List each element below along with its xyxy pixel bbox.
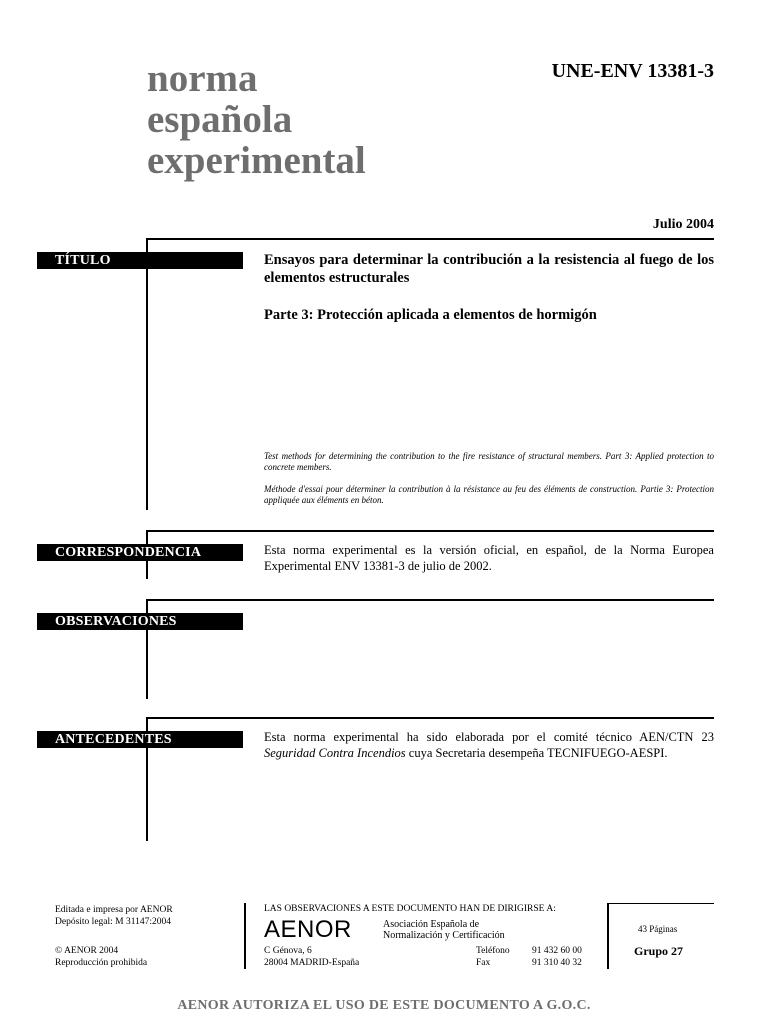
- title-line-2: española: [147, 98, 293, 141]
- antecedentes-text-end: cuya Secretaria desempeña TECNIFUEGO-AESPI.: [405, 746, 668, 760]
- footer-divider-right: [607, 903, 609, 969]
- title-line-3: experimental: [147, 139, 366, 182]
- address-line-2: 28004 MADRID-España: [264, 957, 360, 968]
- standard-code: UNE-ENV 13381-3: [551, 60, 714, 82]
- aenor-org-name: [383, 919, 505, 941]
- tel-number: 91 432 60 00: [532, 946, 582, 956]
- label-observaciones: OBSERVACIONES: [37, 613, 243, 630]
- section-rule-titulo: [146, 238, 148, 510]
- french-title: Méthode d'essai pour déterminer la contribution à la résistance au feu des éléments de construction. Partie 3: Protection appliquée aux éléments en béton.: [264, 484, 714, 505]
- price-group: Grupo 27: [634, 944, 684, 958]
- tel-label: Teléfono: [476, 946, 510, 956]
- footer-top-rule-right: [607, 903, 714, 904]
- section-divider-titulo: [147, 238, 714, 240]
- footer-editada: Editada e impresa por AENOR: [55, 905, 173, 915]
- antecedentes-text: [264, 729, 714, 761]
- fax-number: 91 310 40 32: [532, 957, 582, 968]
- footer-reproduccion: Reproducción prohibida: [55, 957, 148, 968]
- antecedentes-text-start: Esta norma experimental ha sido elaborada por el comité técnico AEN/CTN 23: [264, 730, 714, 744]
- document-type-title: [147, 58, 366, 181]
- org-line-2: Normalización y Certificación: [383, 930, 505, 941]
- footer-copyright: © AENOR 2004: [55, 946, 119, 956]
- label-titulo: TÍTULO: [37, 252, 243, 269]
- label-correspondencia: CORRESPONDENCIA: [37, 544, 243, 561]
- footer-deposito: Depósito legal: M 31147:2004: [55, 916, 172, 927]
- section-divider-observaciones: [147, 599, 714, 601]
- standard-title: Ensayos para determinar la contribución a la resistencia al fuego de los elementos estructurales: [264, 252, 714, 286]
- org-line-1: Asociación Española de: [383, 919, 480, 930]
- footer-publisher-info: [55, 905, 173, 928]
- footer-contact-labels: [476, 946, 510, 969]
- label-antecedentes: ANTECEDENTES: [37, 731, 243, 748]
- publication-date: Julio 2004: [652, 217, 714, 232]
- address-line-1: C Génova, 6: [264, 946, 312, 956]
- section-divider-antecedentes: [147, 717, 714, 719]
- standard-part-title: Parte 3: Protección aplicada a elementos de hormigón: [264, 307, 597, 323]
- footer-address: [264, 946, 359, 969]
- committee-name: Seguridad Contra Incendios: [264, 746, 406, 760]
- footer-copyright-info: [55, 946, 147, 969]
- fax-label: Fax: [476, 957, 491, 968]
- footer-divider-left: [244, 903, 246, 969]
- english-title: Test methods for determining the contribution to the fire resistance of structural members. Part 3: Applied protection to concrete members.: [264, 451, 714, 472]
- title-line-1: norma: [147, 57, 258, 100]
- aenor-logo: AENOR: [264, 916, 352, 943]
- footer-observaciones-heading: LAS OBSERVACIONES A ESTE DOCUMENTO HAN DE DIRIGIRSE A:: [264, 904, 556, 914]
- correspondencia-text: Esta norma experimental es la versión oficial, en español, de la Norma Europea Experimental ENV 13381-3 de julio de 2002.: [264, 543, 714, 573]
- section-divider-correspondencia: [147, 530, 714, 532]
- footer-contact-numbers: [532, 946, 582, 969]
- page-count: 43 Páginas: [638, 924, 678, 934]
- authorization-notice: AENOR AUTORIZA EL USO DE ESTE DOCUMENTO A G.O.C.: [177, 998, 591, 1013]
